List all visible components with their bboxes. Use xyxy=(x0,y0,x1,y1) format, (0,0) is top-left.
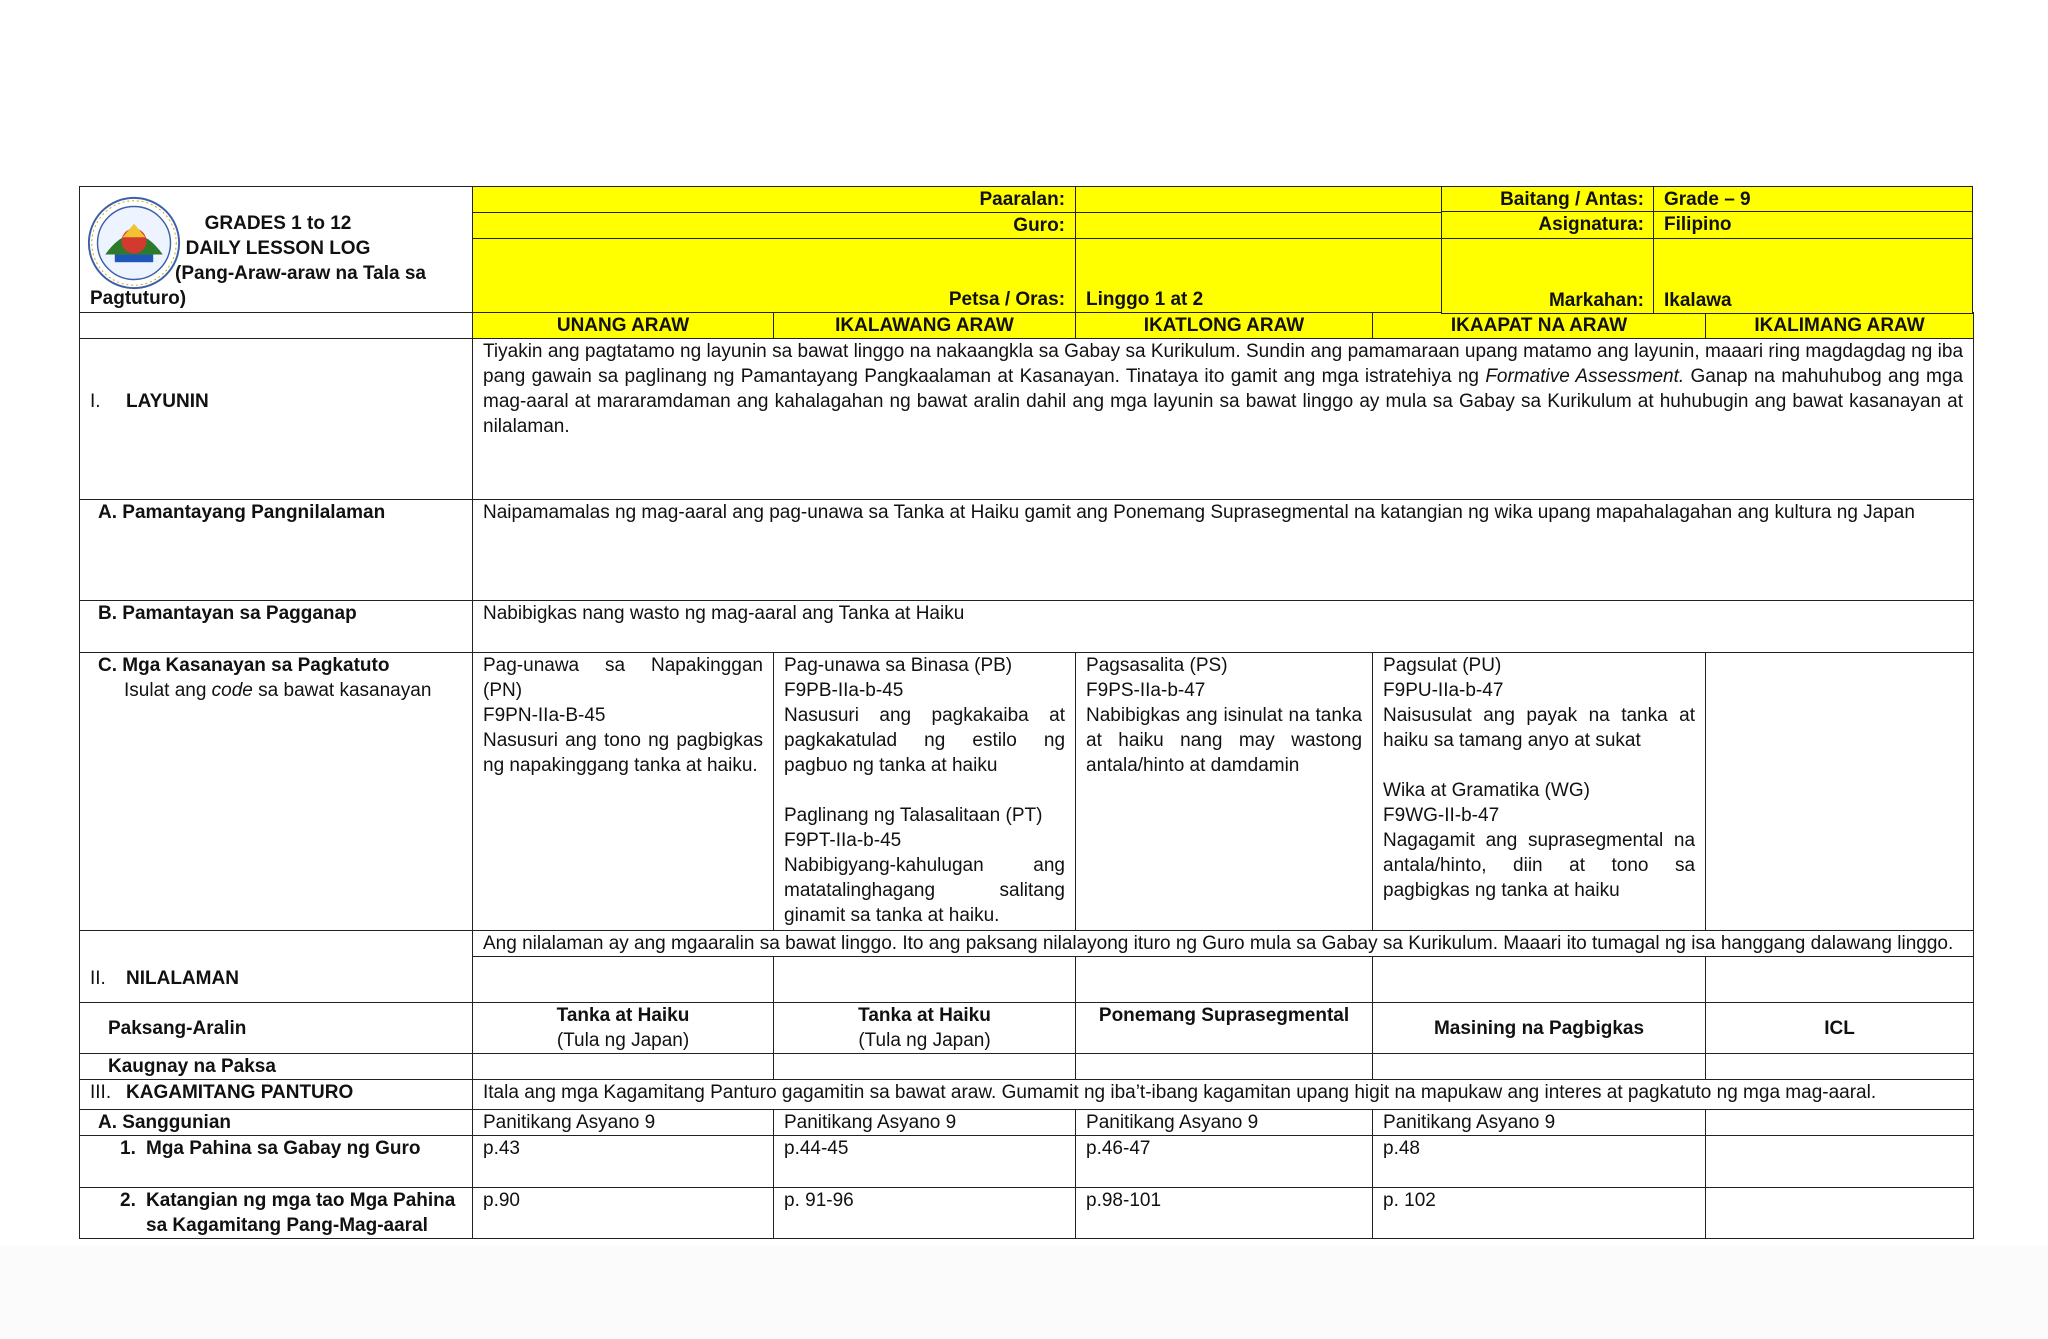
kasanayan-day4-text-2: Nagagamit ang suprasegmental na antala/hinto, diin at tono sa pagbigkas ng tanka at haiku xyxy=(1383,830,1696,901)
gabay-guro-text: Mga Pahina sa Gabay ng Guro xyxy=(146,1138,421,1159)
layunin-text: LAYUNIN xyxy=(126,391,209,412)
gabay-guro-day-5 xyxy=(1706,1136,1974,1188)
kaugnay-na-paksa-label: Kaugnay na Paksa xyxy=(80,1054,473,1080)
gabay-guro-day-3: p.46-47 xyxy=(1076,1136,1373,1188)
blank-label-cell xyxy=(80,313,473,339)
kasanayan-label: C. Mga Kasanayan sa Pagkatuto xyxy=(98,655,390,676)
title-line-pagtuturo: Pagtuturo) xyxy=(90,288,187,309)
paksang-aralin-day-3: Ponemang Suprasegmental xyxy=(1076,1003,1373,1054)
kasanayan-day1-code: F9PN-IIa-B-45 xyxy=(483,705,606,726)
kasanayan-day2-area: Pag-unawa sa Binasa (PB) xyxy=(784,655,1013,676)
petsa-field[interactable]: Linggo 1 at 2 xyxy=(1076,239,1706,313)
nilalaman-text: NILALAMAN xyxy=(126,968,239,989)
kasanayan-day2-text-2: Nabibigyang-kahulugan ang matatalinghagang salitang ginamit sa tanka at haiku. xyxy=(784,855,1066,926)
nilalaman-label xyxy=(80,931,473,1003)
day-header-4: IKAAPAT NA ARAW xyxy=(1373,313,1706,339)
kagamitang-mag-aaral-day-5 xyxy=(1706,1188,1974,1239)
kagamitan-text: KAGAMITANG PANTURO xyxy=(126,1082,354,1103)
paksang-aralin-day-2 xyxy=(774,1003,1076,1054)
sanggunian-day-3: Panitikang Asyano 9 xyxy=(1076,1110,1373,1136)
kagamitang-mag-aaral-label xyxy=(80,1188,473,1239)
kasanayan-day2-text: Nasusuri ang pagkakaiba at pagkakatulad ng estilo ng pagbuo ng tanka at haiku xyxy=(784,705,1066,776)
day-header-3: IKATLONG ARAW xyxy=(1076,313,1373,339)
kasanayan-day-3 xyxy=(1076,653,1373,931)
pamantayang-pangnilalaman-text: Naipamamalas ng mag-aaral ang pag-unawa sa Tanka at Haiku gamit ang Ponemang Suprasegmental na katangian ng wika upang mapahalagahan ang kultura ng Japan xyxy=(473,500,1974,601)
kasanayan-label-cell xyxy=(80,653,473,931)
kasanayan-sublabel: Isulat ang code sa bawat kasanayan xyxy=(124,680,432,701)
paksang-day2-title: Tanka at Haiku xyxy=(858,1005,991,1026)
kagamitang-mag-aaral-day-2: p. 91-96 xyxy=(774,1188,1076,1239)
document-title xyxy=(90,211,466,311)
daily-lesson-log-table xyxy=(79,186,1974,1239)
kagamitang-mag-aaral-text-2: sa Kagamitang Pang-Mag-aaral xyxy=(146,1215,428,1236)
paaralan-label: Paaralan: xyxy=(473,187,1076,213)
gabay-guro-day-2: p.44-45 xyxy=(774,1136,1076,1188)
guro-label: Guro: xyxy=(473,213,1076,239)
nilalaman-day-3 xyxy=(1076,957,1373,1003)
asignatura-label: Asignatura: xyxy=(1441,211,1655,239)
markahan-field[interactable]: Ikalawa xyxy=(1653,238,1973,314)
kaugnay-day-3 xyxy=(1076,1054,1373,1080)
page-bottom-strip xyxy=(0,1245,2048,1339)
kasanayan-day4-area: Pagsulat (PU) xyxy=(1383,655,1502,676)
kagamitang-panturo-note: Itala ang mga Kagamitang Panturo gagamitin sa bawat araw. Gumamit ng iba’t-ibang kagamitan upang higit na mapukaw ang interes at pagkatuto ng mga mag-aaral. xyxy=(473,1080,1974,1110)
baitang-label: Baitang / Antas: xyxy=(1441,186,1655,212)
kagamitang-mag-aaral-day-4: p. 102 xyxy=(1373,1188,1706,1239)
kasanayan-day-4 xyxy=(1373,653,1706,931)
sanggunian-day-2: Panitikang Asyano 9 xyxy=(774,1110,1076,1136)
layunin-text-italic: Formative Assessment. xyxy=(1485,366,1685,387)
paksang-day2-sub: (Tula ng Japan) xyxy=(858,1030,991,1051)
kasanayan-day4-area-2: Wika at Gramatika (WG) xyxy=(1383,780,1590,801)
kagamitang-mag-aaral-day-3: p.98-101 xyxy=(1076,1188,1373,1239)
nilalaman-note: Ang nilalaman ay ang mgaaralin sa bawat linggo. Ito ang paksang nilalayong ituro ng Guro mula sa Gabay sa Kurikulum. Maaari ito tumagal ng isa hanggang dalawang linggo. xyxy=(473,931,1974,957)
kasanayan-day3-code: F9PS-IIa-b-47 xyxy=(1086,680,1206,701)
title-line-daily-lesson-log: DAILY LESSON LOG xyxy=(185,238,371,259)
kasanayan-day2-code: F9PB-IIa-b-45 xyxy=(784,680,904,701)
gabay-guro-day-1: p.43 xyxy=(473,1136,774,1188)
kagamitang-mag-aaral-text-1: Katangian ng mga tao Mga Pahina xyxy=(146,1190,456,1211)
sanggunian-day-5 xyxy=(1706,1110,1974,1136)
kasanayan-day4-code: F9PU-IIa-b-47 xyxy=(1383,680,1504,701)
sanggunian-day-4: Panitikang Asyano 9 xyxy=(1373,1110,1706,1136)
sanggunian-day-1: Panitikang Asyano 9 xyxy=(473,1110,774,1136)
header-title-cell xyxy=(80,187,473,313)
day-header-5: IKALIMANG ARAW xyxy=(1706,313,1974,339)
gabay-guro-number: 1. xyxy=(120,1138,136,1159)
pamantayang-pangnilalaman-label: A. Pamantayang Pangnilalaman xyxy=(80,500,473,601)
kagamitang-panturo-label xyxy=(80,1080,473,1110)
gabay-guro-day-4: p.48 xyxy=(1373,1136,1706,1188)
paksang-day1-title: Tanka at Haiku xyxy=(556,1005,690,1026)
kasanayan-day-5 xyxy=(1706,653,1974,931)
kaugnay-day-1 xyxy=(473,1054,774,1080)
kagamitang-mag-aaral-day-1: p.90 xyxy=(473,1188,774,1239)
kasanayan-day1-text: Nasusuri ang tono ng pagbigkas ng napakinggang tanka at haiku. xyxy=(483,730,763,776)
kagamitan-numeral: III. xyxy=(90,1082,112,1103)
kasanayan-day4-text: Naisusulat ang payak na tanka at haiku sa tamang anyo at sukat xyxy=(1383,705,1696,751)
layunin-label xyxy=(80,339,473,500)
gabay-guro-label xyxy=(80,1136,473,1188)
kaugnay-day-5 xyxy=(1706,1054,1974,1080)
nilalaman-day-1 xyxy=(473,957,774,1003)
kagamitang-mag-aaral-number: 2. xyxy=(120,1190,136,1211)
kasanayan-day-2 xyxy=(774,653,1076,931)
layunin-numeral: I. xyxy=(90,391,101,412)
nilalaman-day-2 xyxy=(774,957,1076,1003)
nilalaman-numeral: II. xyxy=(90,968,106,989)
layunin-description xyxy=(473,339,1974,500)
kasanayan-day4-code-2: F9WG-II-b-47 xyxy=(1383,805,1500,826)
kaugnay-day-4 xyxy=(1373,1054,1706,1080)
kasanayan-day2-code-2: F9PT-IIa-b-45 xyxy=(784,830,902,851)
kasanayan-day-1 xyxy=(473,653,774,931)
nilalaman-day-4 xyxy=(1373,957,1706,1003)
title-line-grades: GRADES 1 to 12 xyxy=(204,213,352,234)
pamantayan-sa-pagganap-text: Nabibigkas nang wasto ng mag-aaral ang Tanka at Haiku xyxy=(473,601,1974,653)
paksang-aralin-day-1 xyxy=(473,1003,774,1054)
petsa-label: Petsa / Oras: xyxy=(473,239,1076,313)
day-header-2: IKALAWANG ARAW xyxy=(774,313,1076,339)
kasanayan-day2-area-2: Paglinang ng Talasalitaan (PT) xyxy=(784,805,1043,826)
kasanayan-day1-area: Pag-unawa sa Napakinggan (PN) xyxy=(483,655,763,701)
baitang-field[interactable]: Grade – 9 xyxy=(1653,186,1973,212)
header-right-panel xyxy=(1441,186,1973,314)
layunin-text-1: Tiyakin ang pagtatamo ng layunin sa bawat linggo na nakaangkla sa Gabay sa Kurikulum. Sundin ang pamamaraan upang matamo ang layunin, maaari ring magdagdag ng iba pang gawain sa paglinang ng Pamantayang Pangkaalaman at Kasanayan. Tinataya ito gamit ang mga istratehiya ng xyxy=(483,341,1964,387)
layunin-text-2: Ganap na mahuhubog ang mga mag-aaral at mararamdaman ang kahalagahan ng bawat aralin dahil ang mga layunin sa bawat linggo ay mula sa Gabay sa Kurikulum at huhubugin ang bawat kasanayan at nilalaman. xyxy=(483,366,1964,437)
kasanayan-day3-text: Nabibigkas ang isinulat na tanka at haiku nang may wastong antala/hinto at damdamin xyxy=(1086,705,1363,776)
title-line-tala: (Pang-Araw-araw na Tala sa xyxy=(175,263,426,284)
paksang-day1-sub: (Tula ng Japan) xyxy=(556,1030,690,1051)
nilalaman-day-5 xyxy=(1706,957,1974,1003)
paksang-aralin-day-4: Masining na Pagbigkas xyxy=(1373,1003,1706,1054)
sanggunian-label: A. Sanggunian xyxy=(80,1110,473,1136)
kaugnay-day-2 xyxy=(774,1054,1076,1080)
pamantayan-sa-pagganap-label: B. Pamantayan sa Pagganap xyxy=(80,601,473,653)
markahan-label: Markahan: xyxy=(1441,238,1655,314)
kasanayan-day3-area: Pagsasalita (PS) xyxy=(1086,655,1228,676)
paksang-aralin-label: Paksang-Aralin xyxy=(80,1003,473,1054)
paksang-aralin-day-5: ICL xyxy=(1706,1003,1974,1054)
asignatura-field[interactable]: Filipino xyxy=(1653,211,1973,239)
day-header-1: UNANG ARAW xyxy=(473,313,774,339)
